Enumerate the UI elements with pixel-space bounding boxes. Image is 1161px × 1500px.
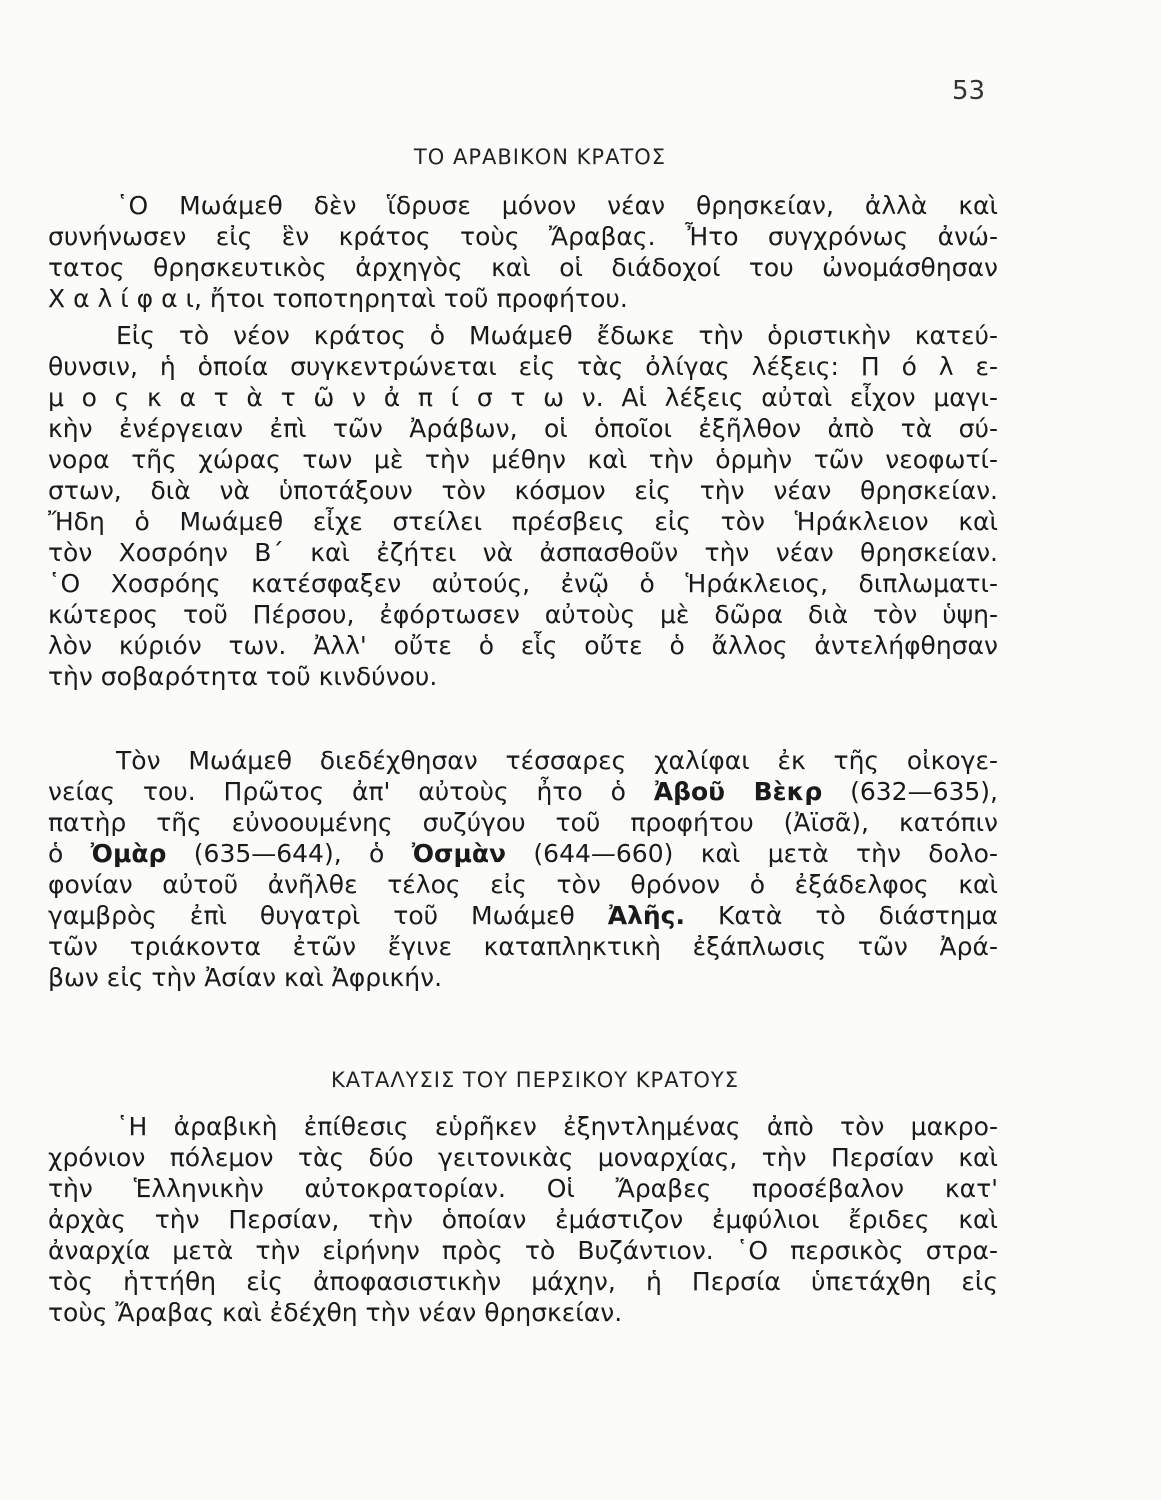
text-line: τατος θρησκευτικὸς ἀρχηγὸς καὶ οἱ διάδοχοί του ὠνομάσθησαν: [48, 253, 998, 282]
paragraph-muhammad: [48, 190, 998, 314]
paragraph-persia-conquest: [48, 1111, 998, 1328]
text-line: φονίαν αὐτοῦ ἀνῆλθε τέλος εἰς τὸν θρόνον ὁ ἐξάδελφος καὶ: [48, 870, 998, 899]
text-line: πατὴρ τῆς εὐνοουμένης συζύγου τοῦ προφήτου (Ἀϊσᾶ), κατόπιν: [48, 808, 998, 837]
text-line: στων, διὰ νὰ ὑποτάξουν τὸν κόσμον εἰς τὴν νέαν θρησκείαν.: [48, 476, 998, 505]
text-line: βων εἰς τὴν Ἀσίαν καὶ Ἀφρικήν.: [48, 963, 443, 992]
text-line: γαμβρὸς ἐπὶ θυγατρὶ τοῦ Μωάμεθ Ἀλῆς. Κατὰ τὸ διάστημα: [48, 901, 999, 930]
page-number: 53: [952, 76, 986, 106]
text-line: θυνσιν, ἡ ὁποία συγκεντρώνεται εἰς τὰς ὀλίγας λέξεις: Π ό λ ε-: [48, 352, 998, 381]
text-line: ῾Ο Χοσρόης κατέσφαξεν αὐτούς, ἐνῷ ὁ Ἡράκλειος, διπλωματι-: [48, 569, 998, 598]
text-line: ἀναρχία μετὰ τὴν εἰρήνην πρὸς τὸ Βυζάντιον. ῾Ο περσικὸς στρα-: [48, 1236, 998, 1265]
text-line: ῾Ο Μωάμεθ δὲν ἵδρυσε μόνον νέαν θρησκείαν, ἀλλὰ καὶ: [116, 191, 998, 220]
text-line: ἀρχὰς τὴν Περσίαν, τὴν ὁποίαν ἐμάστιζον ἐμφύλιοι ἔριδες καὶ: [48, 1205, 998, 1234]
text-line: χρόνιον πόλεμον τὰς δύο γειτονικὰς μοναρχίας, τὴν Περσίαν καὶ: [48, 1143, 998, 1172]
section-heading-arab-state: ΤΟ ΑΡΑΒΙΚΟΝ ΚΡΑΤΟΣ: [413, 145, 667, 169]
paragraph-caliphs: [48, 745, 998, 993]
text-line: Τὸν Μωάμεθ διεδέχθησαν τέσσαρες χαλίφαι ἐκ τῆς οἰκογε-: [116, 746, 998, 775]
text-line: κὴν ἐνέργειαν ἐπὶ τῶν Ἀράβων, οἱ ὁποῖοι ἐξῆλθον ἀπὸ τὰ σύ-: [48, 414, 998, 443]
text-line: Ἤδη ὁ Μωάμεθ εἶχε στείλει πρέσβεις εἰς τὸν Ἡράκλειον καὶ: [48, 507, 998, 536]
text-line: κώτερος τοῦ Πέρσου, ἐφόρτωσεν αὐτοὺς μὲ δῶρα διὰ τὸν ὑψη-: [48, 600, 998, 629]
text-line: ὁ Ὀμὰρ (635—644), ὁ Ὀσμὰν (644—660) καὶ μετὰ τὴν δολο-: [48, 839, 998, 868]
text-line: λὸν κύριόν των. Ἀλλ' οὔτε ὁ εἷς οὔτε ὁ ἄλλος ἀντελήφθησαν: [48, 631, 998, 660]
text-line: τὴν σοβαρότητα τοῦ κινδύνου.: [48, 662, 438, 691]
text-line: τὴν Ἑλληνικὴν αὐτοκρατορίαν. Οἱ Ἄραβες προσέβαλον κατ': [48, 1174, 998, 1203]
text-line: νορα τῆς χώρας των μὲ τὴν μέθην καὶ τὴν ὁρμὴν τῶν νεοφωτί-: [48, 445, 998, 474]
text-line: νείας του. Πρῶτος ἀπ' αὐτοὺς ἦτο ὁ Ἀβοῦ Βὲκρ (632—635),: [48, 777, 998, 806]
text-line: Χ α λ ί φ α ι, ἤτοι τοποτηρηταὶ τοῦ προφήτου.: [48, 284, 628, 313]
text-line: μ ο ς κ α τ ὰ τ ῶ ν ἀ π ί σ τ ω ν. Αἱ λέξεις αὐταὶ εἶχον μαγι-: [48, 383, 998, 412]
text-line: τὸν Χοσρόην Β΄ καὶ ἐζήτει νὰ ἀσπασθοῦν τὴν νέαν θρησκείαν.: [48, 538, 998, 567]
text-line: τὸς ἡττήθη εἰς ἀποφασιστικὴν μάχην, ἡ Περσία ὑπετάχθη εἰς: [48, 1267, 998, 1296]
text-line: ῾Η ἀραβικὴ ἐπίθεσις εὑρῆκεν ἐξηντλημένας ἀπὸ τὸν μακρο-: [116, 1112, 998, 1141]
text-line: τῶν τριάκοντα ἐτῶν ἔγινε καταπληκτικὴ ἐξάπλωσις τῶν Ἀρά-: [48, 932, 998, 961]
text-line: τοὺς Ἄραβας καὶ ἐδέχθη τὴν νέαν θρησκείαν.: [48, 1298, 623, 1327]
text-line: συνήνωσεν εἰς ἓν κράτος τοὺς Ἄραβας. Ἦτο συγχρόνως ἀνώ-: [48, 222, 998, 251]
text-line: Εἰς τὸ νέον κράτος ὁ Μωάμεθ ἔδωκε τὴν ὁριστικὴν κατεύ-: [116, 321, 998, 350]
section-heading-persian-fall: ΚΑΤΑΛΥΣΙΣ ΤΟΥ ΠΕΡΣΙΚΟΥ ΚΡΑΤΟΥΣ: [330, 1068, 740, 1092]
paragraph-holy-war: [48, 320, 998, 692]
